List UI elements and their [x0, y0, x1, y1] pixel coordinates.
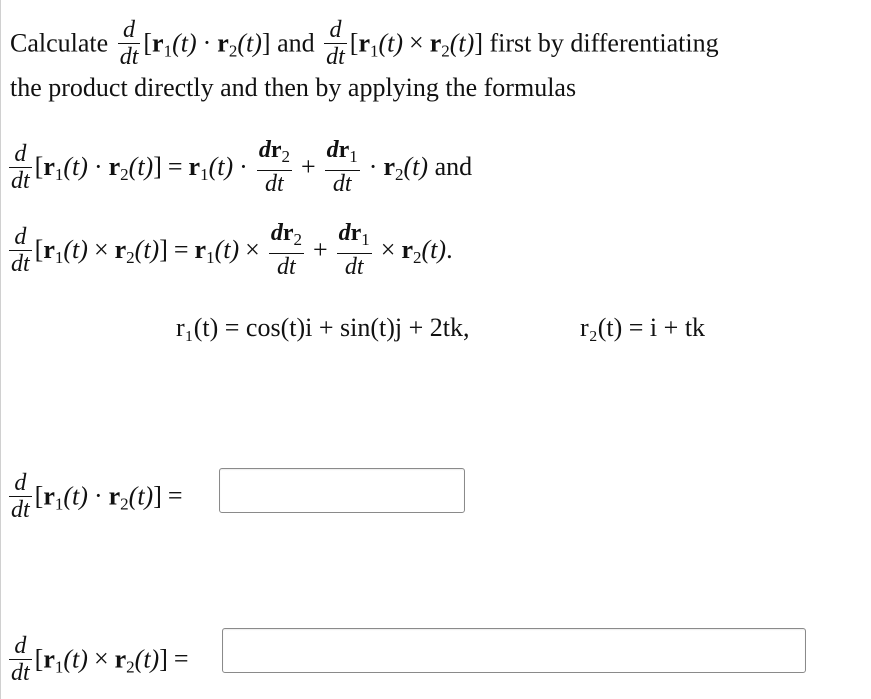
given-r1: r₁(t) = cos(t)i + sin(t)j + 2tk, — [176, 313, 470, 342]
cross-product-answer-input[interactable] — [222, 628, 806, 673]
given-r2: r₂(t) = i + tk — [580, 313, 706, 342]
intro-line-2: the product directly and then by applying the formulas — [10, 73, 577, 102]
dot-product-answer-input[interactable] — [219, 468, 465, 513]
and-text: and — [277, 28, 315, 58]
cross-product-formula: $\frac{d}{dt}$ $[r_1(t) \times r_2(t)] = r_1(t)$ × $\frac{dr_2}{dt}$ + $\frac{dr_1}{dt}$ × $r_2(t)$. — [11, 220, 453, 280]
derivative-operator: $\frac{d}{dt}$ — [119, 17, 139, 70]
formula-and-text: and — [434, 151, 473, 181]
calculate-text: Calculate — [10, 28, 109, 58]
left-border — [0, 0, 1, 699]
derivative-operator: $\frac{d}{dt}$ — [326, 17, 345, 70]
dot-product-formula: $\frac{d}{dt}$ $[r_1(t) \cdot r_2(t)] = r_1(t)$ · $\frac{dr_2}{dt}$ + $\frac{dr_1}{dt}$ · $r_2(t)$ and — [11, 137, 473, 197]
intro-line-1: Calculate $\frac{d}{dt}$ $[r_1(t) \cdot r_2(t)]$ and $\frac{d}{dt}$ $[r_1(t) \times r_2(t)]$ first by differentiating — [10, 17, 719, 70]
dot-answer-label: $\frac{d}{dt}$ $[r_1(t) \cdot r_2(t)]$ = — [11, 470, 183, 523]
cross-answer-label: $\frac{d}{dt}$ $[r_1(t) \times r_2(t)]$ = — [11, 633, 189, 686]
first-by-text: first by differentiating — [489, 28, 719, 58]
